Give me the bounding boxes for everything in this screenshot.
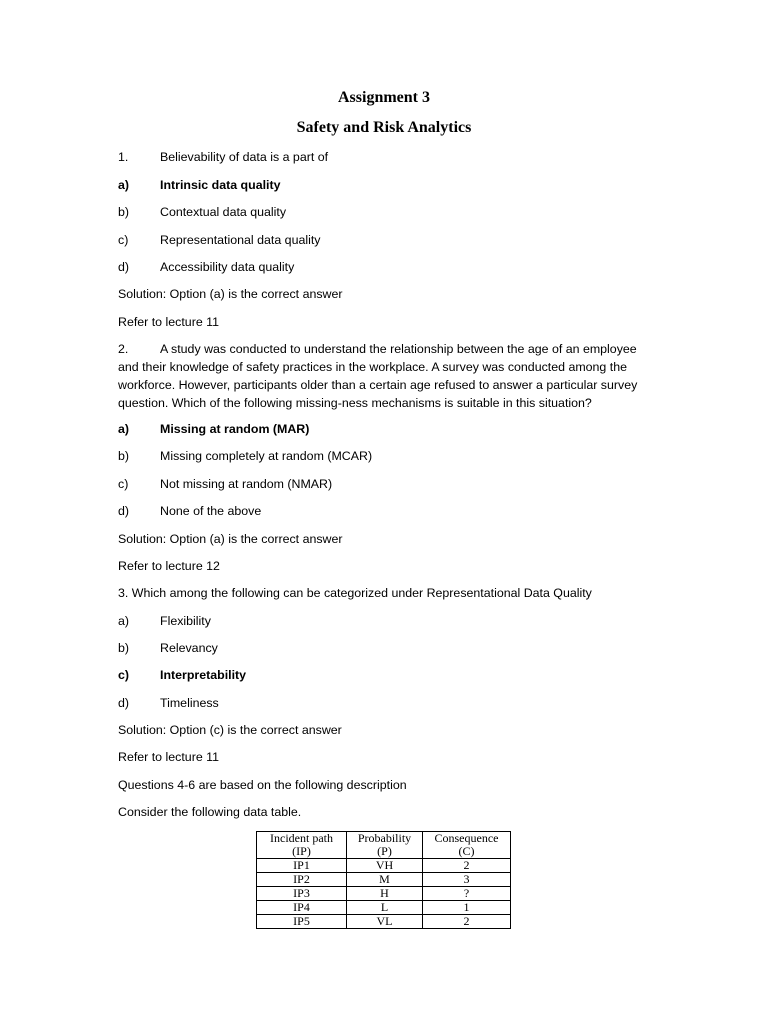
table-cell: IP3 [257, 887, 347, 901]
q1-solution: Solution: Option (a) is the correct answer [118, 287, 343, 301]
q1-option-b [118, 204, 286, 220]
option-key: c) [118, 477, 129, 491]
q3-option-a [118, 613, 211, 629]
option-key: c) [118, 233, 129, 247]
option-key: b) [118, 641, 130, 655]
question-text: A study was conducted to understand the relationship between the age of an employee and their knowledge of safety practices in the workplace. A survey was conducted among the workforce. However, participants older than a certain age refused to answer a particular survey question. Which of the following missing-ness mechanisms is suitable in this situation? [118, 342, 638, 410]
question-3: 3. Which among the following can be categorized under Representational Data Quality [118, 586, 592, 600]
option-key: d) [118, 504, 130, 518]
table-cell: 3 [423, 873, 511, 887]
option-text: Contextual data quality [160, 205, 287, 219]
q2-option-d [118, 503, 261, 519]
page-title: Assignment 3 [337, 89, 430, 106]
question-number: 2. [118, 342, 129, 356]
option-text: Missing at random (MAR) [160, 422, 310, 436]
q2-reference: Refer to lecture 12 [118, 559, 220, 573]
option-text: Missing completely at random (MCAR) [160, 449, 373, 463]
q3-option-c [118, 667, 246, 683]
option-key: b) [118, 205, 130, 219]
table-cell: VH [347, 859, 423, 873]
table-cell: ? [423, 887, 511, 901]
table-cell: IP5 [257, 915, 347, 929]
table-cell: 2 [423, 859, 511, 873]
q3-solution: Solution: Option (c) is the correct answer [118, 723, 342, 737]
header-incident-path: Incident path (IP) [257, 832, 347, 859]
table-row [257, 915, 511, 929]
table-row [257, 901, 511, 915]
q1-option-a [118, 177, 281, 193]
option-text: Flexibility [160, 614, 211, 628]
table-cell: IP1 [257, 859, 347, 873]
table-cell: VL [347, 915, 423, 929]
option-text: Timeliness [160, 696, 219, 710]
question-1 [118, 149, 328, 165]
option-text: Representational data quality [160, 233, 321, 247]
q3-option-d [118, 695, 219, 711]
table-cell: IP2 [257, 873, 347, 887]
q1-option-c [118, 232, 321, 248]
option-text: Accessibility data quality [160, 260, 295, 274]
table-cell: 2 [423, 915, 511, 929]
table-row [257, 887, 511, 901]
q1-reference: Refer to lecture 11 [118, 315, 220, 329]
question-number: 1. [118, 150, 129, 164]
option-key: c) [118, 668, 130, 682]
q3-reference: Refer to lecture 11 [118, 750, 220, 764]
q2-option-a [118, 421, 309, 437]
q2-solution: Solution: Option (a) is the correct answer [118, 532, 343, 546]
option-key: a) [118, 178, 130, 192]
question-2 [118, 340, 658, 412]
option-text: None of the above [160, 504, 262, 518]
option-text: Not missing at random (NMAR) [160, 477, 333, 491]
q2-option-b [118, 448, 372, 464]
option-text: Interpretability [160, 668, 247, 682]
questions-note: Questions 4-6 are based on the following description [118, 778, 407, 792]
table-note: Consider the following data table. [118, 805, 302, 819]
page-subtitle: Safety and Risk Analytics [296, 119, 472, 136]
option-key: d) [118, 696, 130, 710]
table-cell: IP4 [257, 901, 347, 915]
table-row [257, 859, 511, 873]
header-consequence: Consequence (C) [423, 832, 511, 859]
q3-option-b [118, 640, 218, 656]
q1-option-d [118, 259, 294, 275]
option-text: Relevancy [160, 641, 218, 655]
option-text: Intrinsic data quality [160, 178, 281, 192]
option-key: b) [118, 449, 130, 463]
table-header-row [257, 832, 511, 859]
q2-option-c [118, 476, 332, 492]
table-cell: L [347, 901, 423, 915]
question-text: Believability of data is a part of [160, 150, 329, 164]
table-cell: H [347, 887, 423, 901]
table-row [257, 873, 511, 887]
header-probability: Probability (P) [347, 832, 423, 859]
data-table [256, 831, 511, 929]
table-cell: M [347, 873, 423, 887]
option-key: a) [118, 422, 130, 436]
option-key: a) [118, 614, 130, 628]
option-key: d) [118, 260, 130, 274]
table-cell: 1 [423, 901, 511, 915]
